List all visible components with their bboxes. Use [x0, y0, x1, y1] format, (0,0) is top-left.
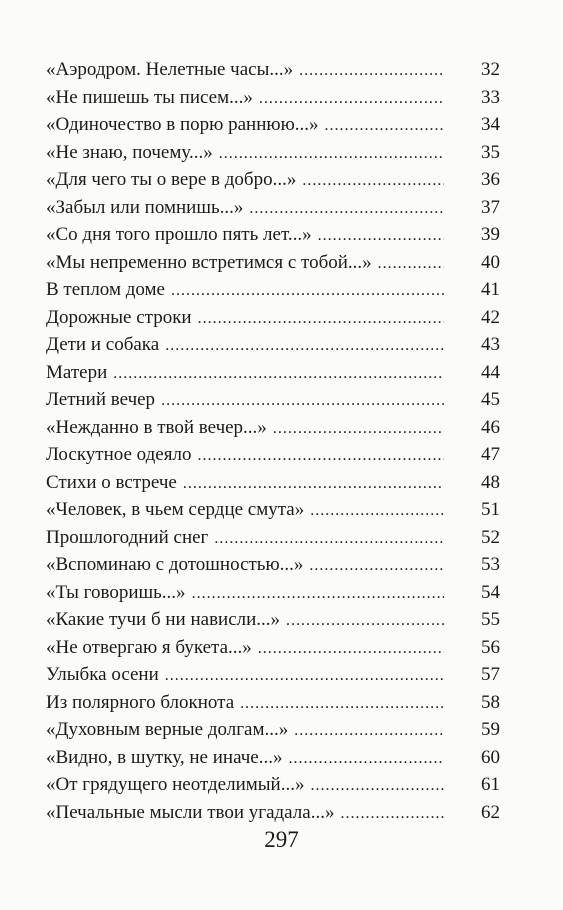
- toc-entry: [46, 524, 500, 552]
- toc-entry: [46, 194, 500, 222]
- toc-entry: [46, 139, 500, 167]
- toc-entry: [46, 661, 500, 689]
- toc-page-number: 33: [481, 86, 500, 108]
- dot-leader: [310, 497, 444, 525]
- dot-leader: [214, 525, 444, 553]
- toc-title: Стихи о встрече: [46, 471, 177, 493]
- toc-entry: [46, 771, 500, 799]
- toc-title: «Нежданно в твой вечер...»: [46, 416, 267, 438]
- toc-entry: [46, 689, 500, 717]
- toc-page-number: 61: [481, 774, 500, 795]
- toc-page-number: 43: [481, 334, 500, 355]
- toc-page-number: 51: [481, 499, 500, 520]
- toc-entry: [46, 56, 500, 84]
- dot-leader: [161, 387, 444, 415]
- dot-leader: [294, 717, 444, 745]
- toc-title: «Аэродром. Нелетные часы...»: [46, 59, 294, 80]
- toc-entry: [46, 111, 500, 139]
- toc-title: Летний вечер: [46, 389, 156, 410]
- toc-title: «Мы непременно встретимся с тобой...»: [46, 251, 372, 273]
- dot-leader: [249, 195, 444, 223]
- dot-leader: [240, 690, 444, 718]
- toc-entry: [46, 469, 500, 497]
- toc-title: «Со дня того прошло пять лет...»: [46, 224, 312, 245]
- toc-page-number: 52: [481, 526, 500, 548]
- toc-title: Матери: [46, 361, 108, 383]
- toc-page-number: 57: [481, 664, 500, 685]
- toc-page-number: 32: [481, 59, 500, 80]
- dot-leader: [325, 112, 444, 140]
- toc-title: Лоскутное одеяло: [46, 444, 192, 465]
- dot-leader: [309, 552, 444, 580]
- toc-entry: [46, 359, 500, 387]
- toc-page-number: 62: [481, 801, 500, 823]
- toc-title: В теплом доме: [46, 279, 165, 300]
- dot-leader: [259, 85, 444, 113]
- toc-entry: [46, 744, 500, 772]
- toc-page-number: 55: [481, 609, 500, 630]
- toc-page-number: 44: [481, 361, 500, 383]
- toc-title: «Печальные мысли твои угадала...»: [46, 801, 335, 823]
- toc-title: Улыбка осени: [46, 664, 159, 685]
- dot-leader: [198, 305, 444, 333]
- toc-title: «Человек, в чьем сердце смута»: [46, 499, 305, 520]
- toc-title: «Какие тучи б ни нависли...»: [46, 609, 281, 630]
- toc-title: Прошлогодний снег: [46, 526, 209, 548]
- toc-entry: [46, 634, 500, 662]
- toc-entry: [46, 716, 500, 744]
- toc-title: «Не знаю, почему...»: [46, 141, 213, 163]
- dot-leader: [192, 580, 444, 608]
- toc-entry: [46, 276, 500, 304]
- toc-page-number: 56: [481, 636, 500, 658]
- toc-title: «Духовным верные долгам...»: [46, 719, 289, 740]
- dot-leader: [302, 167, 444, 195]
- toc-page-number: 60: [481, 746, 500, 768]
- toc-title: «Видно, в шутку, не иначе...»: [46, 746, 283, 768]
- dot-leader: [197, 442, 444, 470]
- toc-page-number: 54: [481, 581, 500, 603]
- dot-leader: [378, 250, 444, 278]
- dot-leader: [171, 277, 444, 305]
- toc-title: «Для чего ты о вере в добро...»: [46, 169, 297, 190]
- toc-entry: [46, 496, 500, 524]
- toc-page-number: 48: [481, 471, 500, 493]
- dot-leader: [340, 800, 444, 828]
- toc-title: «Одиночество в порю раннюю...»: [46, 114, 319, 135]
- dot-leader: [113, 360, 444, 388]
- toc-page-number: 53: [481, 554, 500, 575]
- toc-page-number: 34: [481, 114, 500, 135]
- toc-title: Дорожные строки: [46, 306, 192, 328]
- toc-entry: [46, 414, 500, 442]
- toc-title: Дети и собака: [46, 334, 160, 355]
- toc-entry: [46, 606, 500, 634]
- toc-title: Из полярного блокнота: [46, 691, 235, 713]
- toc-entry: [46, 799, 500, 827]
- toc-title: «Забыл или помнишь...»: [46, 196, 244, 218]
- dot-leader: [219, 140, 444, 168]
- toc-page-number: 41: [481, 279, 500, 300]
- toc-page-number: 45: [481, 389, 500, 410]
- toc-entry: [46, 386, 500, 414]
- toc-entry: [46, 331, 500, 359]
- toc-entry: [46, 249, 500, 277]
- toc-page-number: 40: [481, 251, 500, 273]
- toc-title: «Вспоминаю с дотошностью...»: [46, 554, 304, 575]
- toc-entry: [46, 221, 500, 249]
- dot-leader: [165, 662, 444, 690]
- toc-entry: [46, 304, 500, 332]
- toc-entry: [46, 579, 500, 607]
- toc-page-number: 37: [481, 196, 500, 218]
- dot-leader: [183, 470, 444, 498]
- dot-leader: [318, 222, 444, 250]
- dot-leader: [165, 332, 444, 360]
- toc-title: «Ты говоришь...»: [46, 581, 186, 603]
- toc-page-number: 35: [481, 141, 500, 163]
- toc-page-number: 58: [481, 691, 500, 713]
- page-number: 297: [264, 827, 299, 852]
- toc-title: «Не отвергаю я букета...»: [46, 636, 252, 658]
- toc-entry: [46, 166, 500, 194]
- dot-leader: [258, 635, 444, 663]
- toc-title: «От грядущего неотделимый...»: [46, 774, 305, 795]
- toc-entry: [46, 551, 500, 579]
- toc-page-number: 42: [481, 306, 500, 328]
- toc-entry: [46, 84, 500, 112]
- dot-leader: [286, 607, 444, 635]
- toc-page-number: 59: [481, 719, 500, 740]
- toc-page-number: 36: [481, 169, 500, 190]
- dot-leader: [299, 57, 444, 85]
- dot-leader: [289, 745, 445, 773]
- toc-entry: [46, 441, 500, 469]
- toc-title: «Не пишешь ты писем...»: [46, 86, 253, 108]
- toc-page-number: 47: [481, 444, 500, 465]
- toc-page-number: 46: [481, 416, 500, 438]
- dot-leader: [310, 772, 444, 800]
- toc-page-number: 39: [481, 224, 500, 245]
- dot-leader: [273, 415, 444, 443]
- table-of-contents: [46, 56, 500, 826]
